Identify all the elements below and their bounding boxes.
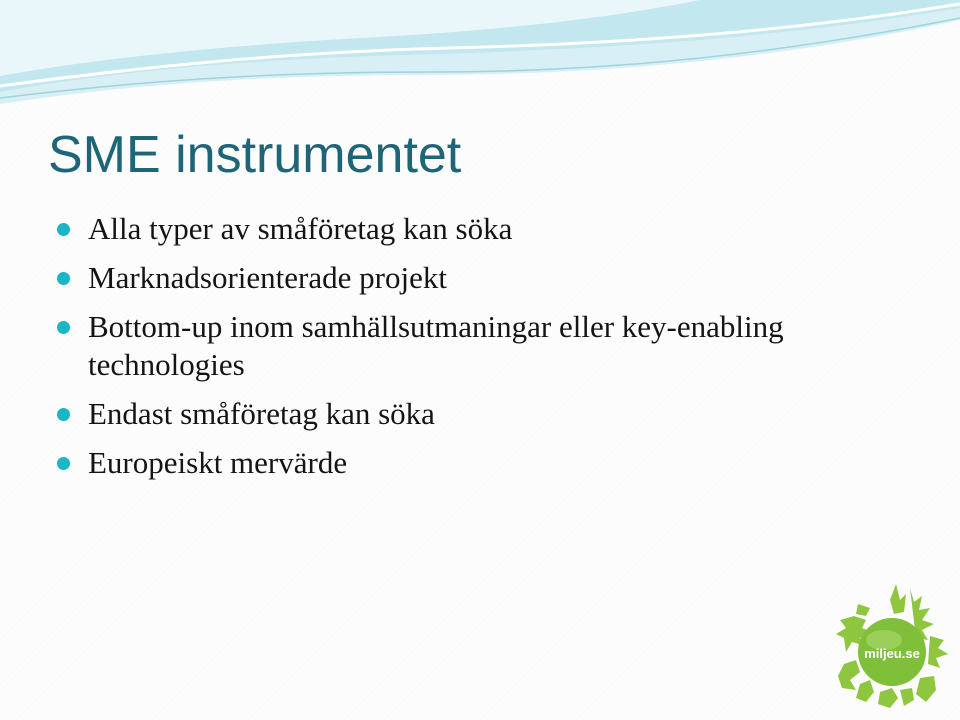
bullet-item (54, 259, 814, 297)
slide-title: SME instrumentet (48, 126, 462, 184)
bullet-dot-icon (57, 223, 70, 236)
bullet-item (54, 210, 814, 248)
logo-text: miljeu.se (864, 646, 920, 661)
miljeu-logo[interactable] (836, 580, 948, 710)
bullet-list (54, 210, 814, 493)
bullet-dot-icon (57, 408, 70, 421)
bullet-text: Bottom-up inom samhällsutmaningar eller key-enabling technologies (88, 309, 784, 382)
header-wave-decoration (0, 0, 960, 110)
bullet-text: Alla typer av småföretag kan söka (88, 211, 513, 246)
bullet-dot-icon (57, 272, 70, 285)
bullet-text: Marknadsorienterade projekt (88, 260, 447, 295)
bullet-text: Endast småföretag kan söka (88, 396, 435, 431)
bullet-text: Europeiskt mervärde (88, 445, 348, 480)
bullet-item (54, 395, 814, 433)
bullet-item (54, 444, 814, 482)
bullet-dot-icon (57, 321, 70, 334)
bullet-item (54, 308, 814, 384)
bullet-dot-icon (57, 457, 70, 470)
